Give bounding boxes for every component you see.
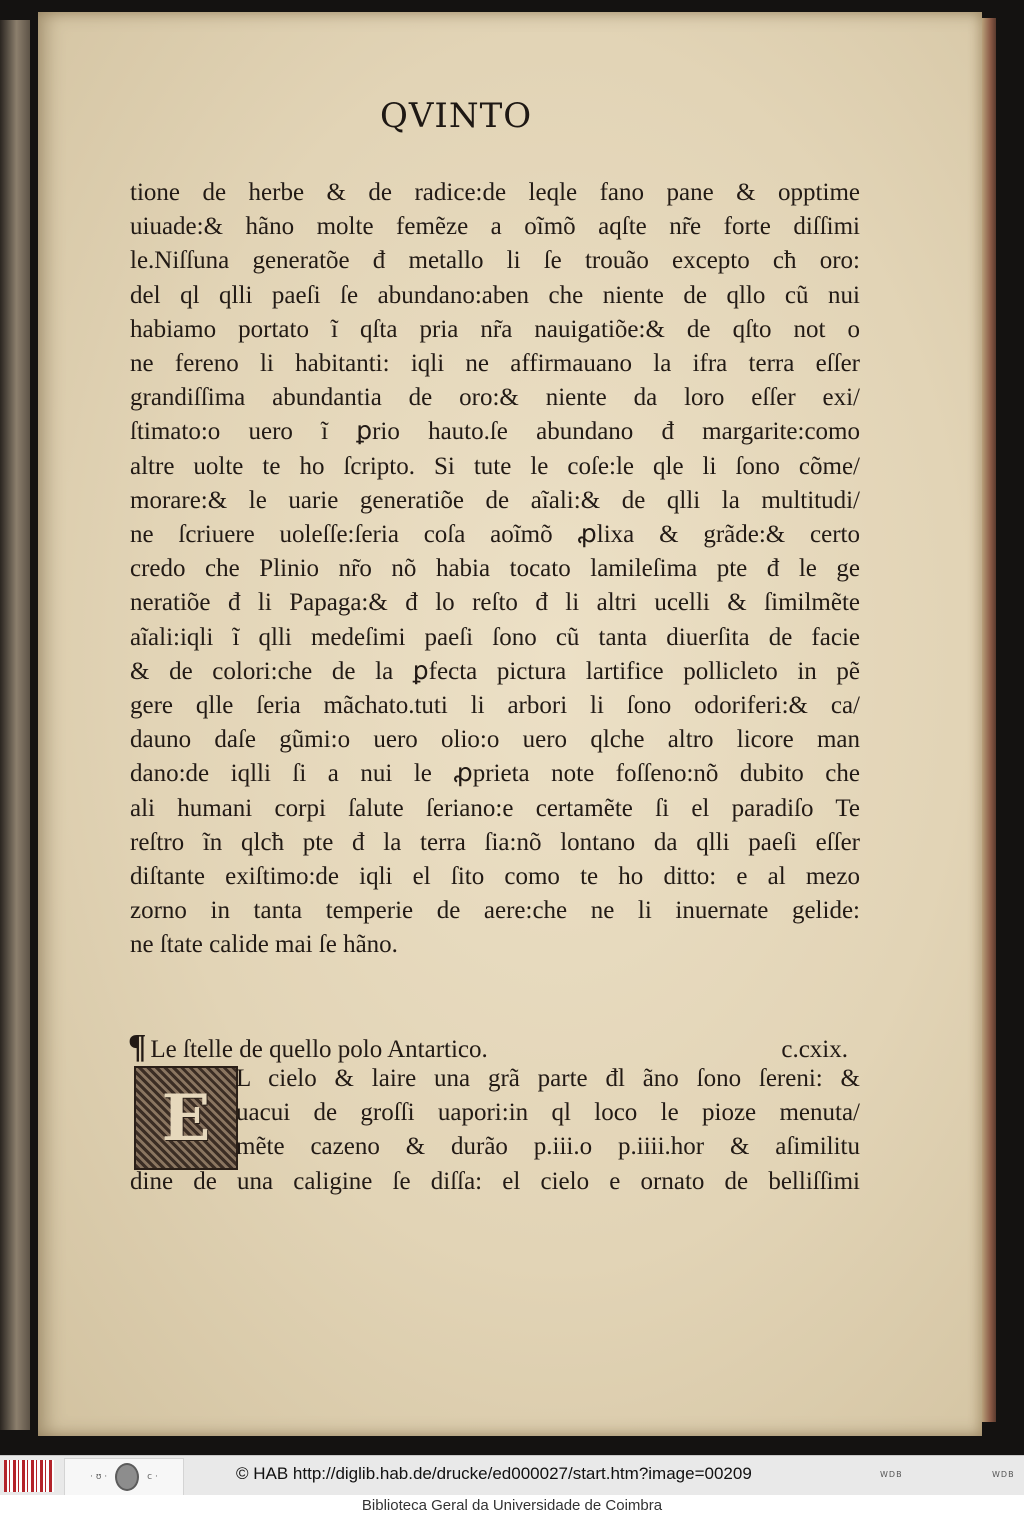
text-line: credo che Plinio nr̃o nõ habia tocato lamileſima pte đ le ge xyxy=(130,555,860,583)
text-line: le.Niſſuna generatõe đ metallo li ſe trouão excepto cħ oro: xyxy=(130,247,860,275)
text-line: morare:& le uarie generatiõe de aĩali:& de qlli la multitudi/ xyxy=(130,486,860,514)
barcode-icon xyxy=(4,1460,54,1492)
pilcrow-icon: ¶ xyxy=(128,1028,147,1065)
text-line: neratiõe đ li Papaga:& đ lo reſto đ li altri ucelli & ſimilmẽte xyxy=(130,589,860,617)
text-line: gere qlle ſeria mãchato.tuti li arbori li ſono odoriferi:& ca/ xyxy=(130,692,860,720)
text-line: grandiſſima abundantia de oro:& niente da loro eſſer exi/ xyxy=(130,384,860,412)
text-line: dauno daſe gũmi:o uero olio:o uero qlche altro licore man xyxy=(130,726,860,754)
text-line: ne fereno li habitanti: iqli ne affirmauano la ifra terra eſſer xyxy=(130,350,860,378)
text-line: ne ſcriuere uoleſſe:ſeria coſa aoĩmõ ꝓlixa & grãde:& certo xyxy=(130,521,860,549)
facing-page-edge xyxy=(0,20,30,1430)
text-line: habiamo portato ĩ qſta pria nr̃a nauigatiõe:& de qſto not o xyxy=(130,315,860,343)
text-line: dano:de iqlli ſi a nui le ꝓprieta note foſſeno:nõ dubito che xyxy=(130,760,860,788)
section-text xyxy=(130,1062,860,1199)
chapter-number: c.cxix. xyxy=(781,1036,848,1063)
text-line: reſtro ĩn qlcħ pte đ la terra ſia:nõ lontano da qlli paeſi eſſer xyxy=(130,828,860,856)
text-line: altre uolte te ho ſcripto. Si tute le coſe:le qle li ſono cõme/ xyxy=(130,452,860,480)
chapter-heading xyxy=(128,1028,848,1066)
library-credit: Biblioteca Geral da Universidade de Coimbra xyxy=(0,1495,1024,1517)
text-line: ne ſtate calide mai ſe hãno. xyxy=(130,931,398,959)
hab-logo[interactable] xyxy=(64,1458,184,1496)
footer-mark: WDB xyxy=(992,1470,1015,1479)
footer-mark: WDB xyxy=(880,1470,903,1479)
text-line: aĩali:iqli ĩ qlli medeſimi paeſi ſono cũ tanta diuerſita de facie xyxy=(130,623,860,651)
chapter-title-wrap xyxy=(128,1028,488,1066)
chapter-title: Le ſtelle de quello polo Antartico. xyxy=(150,1036,488,1063)
text-line: tione de herbe & de radice:de leqle fano pane & opptime xyxy=(130,179,860,206)
text-line: uacui de groſſi uapori:in ql loco le pioze menuta/ xyxy=(236,1099,860,1127)
initial-letter: E xyxy=(161,1080,211,1156)
text-line: zorno in tanta temperie de aere:che ne li inuernate gelide: xyxy=(130,897,860,925)
running-head: QVINTO xyxy=(380,96,533,136)
seal-icon xyxy=(115,1463,139,1491)
body-text xyxy=(130,176,860,963)
logo-right-text: ᴄ · xyxy=(147,1472,158,1482)
text-line: dine de una caligine ſe diſſa: el cielo e ornato de belliſſimi xyxy=(130,1167,860,1195)
text-line: mẽte cazeno & durão p.iii.o p.iiii.hor & aſimilitu xyxy=(236,1133,860,1161)
page-edge xyxy=(982,18,996,1422)
text-line: L cielo & laire una grã parte đl ãno ſono ſereni: & xyxy=(236,1065,860,1092)
text-line: uiuade:& hãno molte femẽze a oĩmõ aqſte nr̃e forte diſſimi xyxy=(130,213,860,241)
copyright-link[interactable]: © HAB http://diglib.hab.de/drucke/ed000027/start.htm?image=00209 xyxy=(236,1464,752,1483)
text-line: ſtimato:o uero ĩ ꝑrio hauto.ſe abundano đ margarite:como xyxy=(130,418,860,446)
text-line: & de colori:che de la ꝑfecta pictura lartifice pollicleto in pẽ xyxy=(130,657,860,685)
text-line: ali humani corpi ſalute ſeriano:e certamẽte ſi el paradiſo Te xyxy=(130,794,860,822)
text-line: diſtante exiſtimo:de iqli el ſito como te ho ditto: e al mezo xyxy=(130,863,860,891)
logo-left-text: · ʊ · xyxy=(90,1472,108,1482)
viewer-footer xyxy=(0,1455,1024,1496)
text-line: del ql qlli paeſi ſe abundano:aben che niente de qllo cũ nui xyxy=(130,281,860,309)
